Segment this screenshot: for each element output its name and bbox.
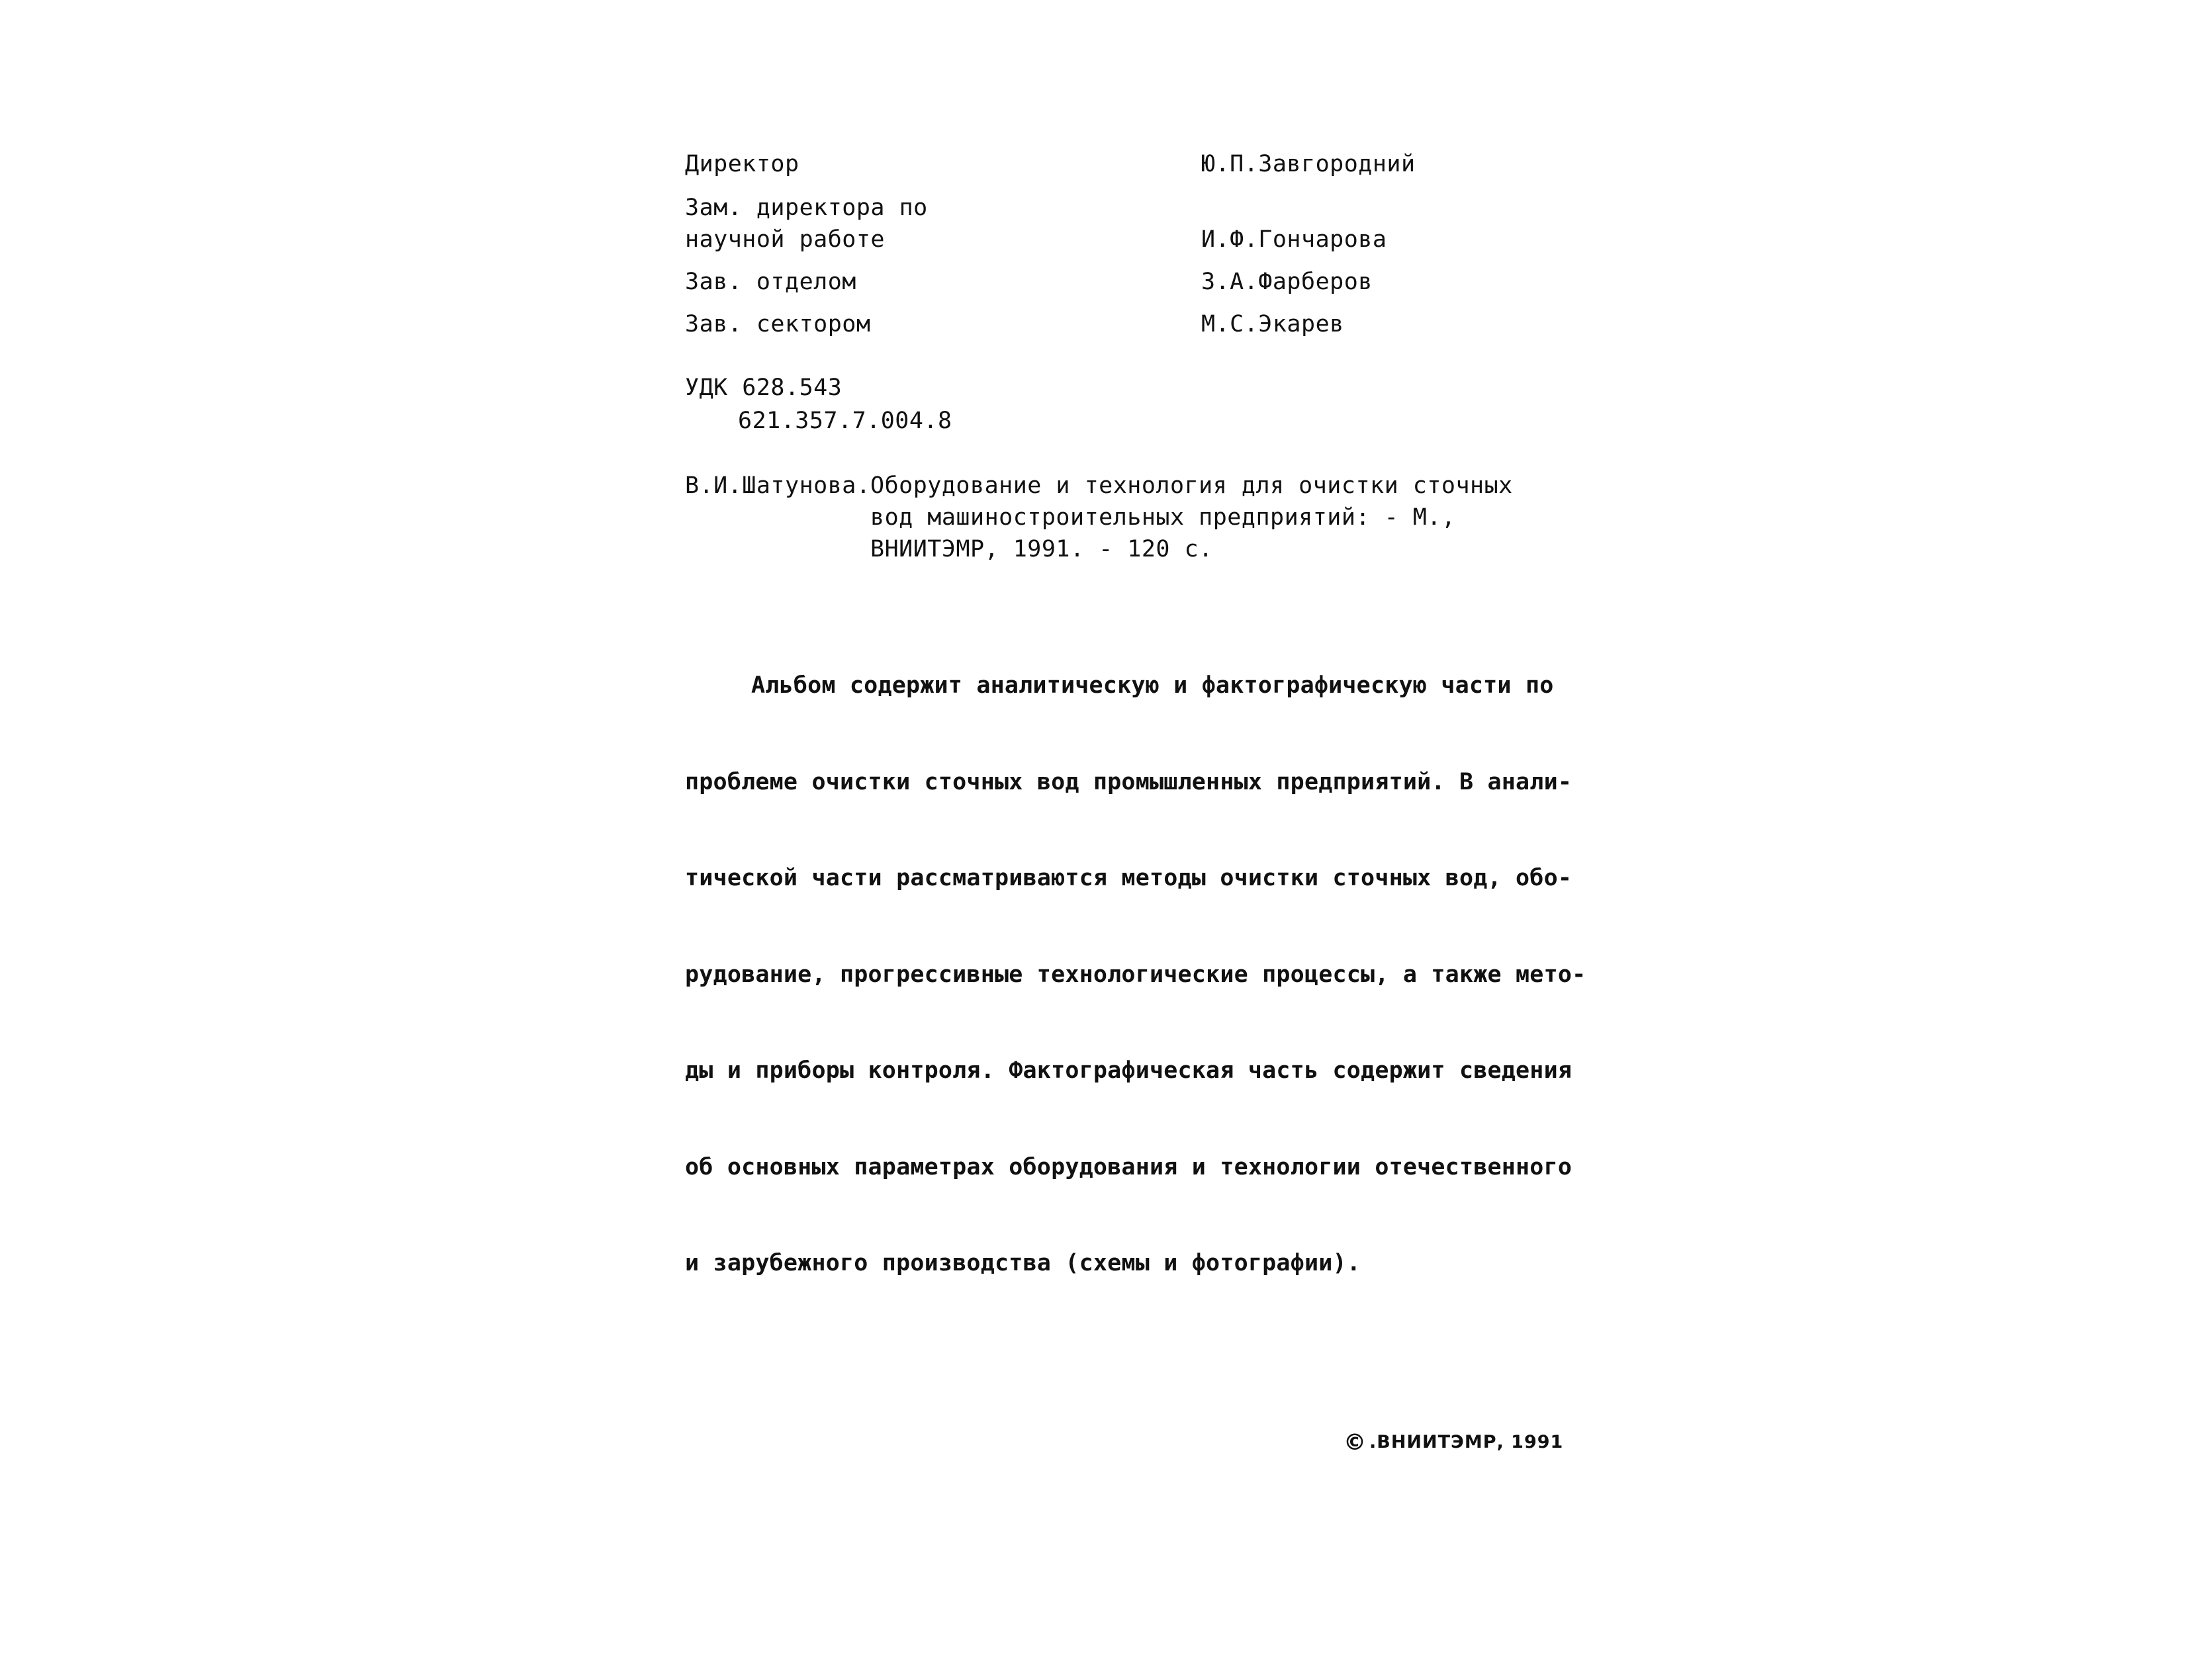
abstract-line: проблеме очистки сточных вод промышленных предприятий. В анали- [685, 768, 1573, 795]
abstract-line: ды и приборы контроля. Фактографическая часть содержит сведения [685, 1057, 1573, 1084]
copyright-icon: © [1344, 1429, 1367, 1456]
copyright-text: .ВНИИТЭМР, 1991 [1369, 1432, 1564, 1452]
udk-code-line2: 621.357.7.004.8 [738, 408, 952, 434]
abstract-line: рудование, прогрессивные технологические процессы, а также мето- [685, 961, 1586, 988]
copyright-notice [1344, 1431, 1563, 1454]
staff-role-deputy-line2: научной работе [685, 226, 886, 253]
abstract-line: тической части рассматриваются методы очистки сточных вод, обо- [685, 865, 1573, 891]
staff-name-deputy: И.Ф.Гончарова [1201, 226, 1387, 253]
staff-role-deputy-line1: Зам. директора по [685, 195, 928, 221]
abstract-line: Альбом содержит аналитическую и фактографическую части по [751, 672, 1554, 699]
citation-author: В.И.Шатунова. [685, 472, 871, 499]
staff-role-dept-head: Зав. отделом [685, 269, 856, 295]
abstract-line: об основных параметрах оборудования и технологии отечественного [685, 1153, 1573, 1180]
staff-name-sector-head: М.С.Экарев [1201, 311, 1344, 337]
citation-title-line2: вод машиностроительных предприятий: - М., [870, 504, 1456, 531]
staff-role-sector-head: Зав. сектором [685, 311, 871, 337]
citation-title-line3: ВНИИТЭМР, 1991. - 120 с. [870, 536, 1213, 562]
staff-role-director: Директор [685, 151, 799, 177]
citation-title-line1: Оборудование и технология для очистки сточных [870, 472, 1513, 499]
abstract-line: и зарубежного производства (схемы и фотографии). [685, 1250, 1361, 1276]
staff-name-dept-head: З.А.Фарберов [1201, 269, 1373, 295]
abstract-paragraph [685, 605, 1586, 1344]
udk-code-line1: УДК 628.543 [685, 375, 843, 401]
staff-name-director: Ю.П.Завгородний [1201, 151, 1416, 177]
